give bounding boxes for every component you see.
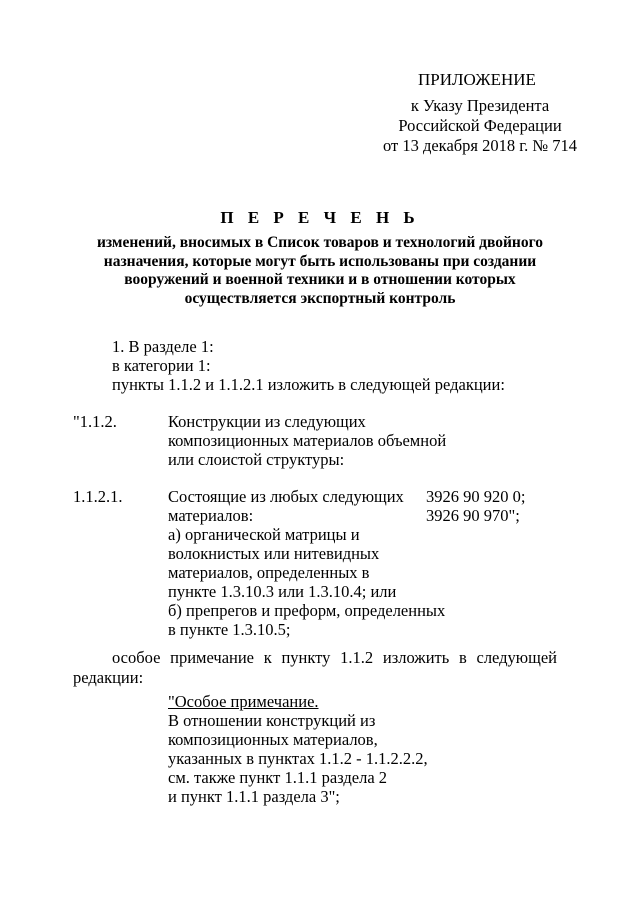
- annex-reference: [380, 96, 580, 156]
- subtitle-line: осуществляется экспортный контроль: [184, 289, 456, 307]
- annex-line: к Указу Президента: [410, 96, 550, 115]
- item-description-line: в пункте 1.3.10.5;: [168, 620, 291, 639]
- quote-line: указанных в пунктах 1.1.2 - 1.1.2.2.2,: [168, 749, 428, 768]
- annex-title: ПРИЛОЖЕНИЕ: [418, 70, 536, 89]
- item-number: "1.1.2.: [73, 412, 117, 431]
- quote-line: и пункт 1.1.1 раздела 3";: [168, 787, 340, 806]
- quote-line: В отношении конструкций из: [168, 711, 376, 730]
- intro-line: 1. В разделе 1:: [112, 337, 214, 356]
- annex-line: от 13 декабря 2018 г. № 714: [382, 136, 578, 155]
- quoted-note: [168, 692, 428, 806]
- item-description: [168, 487, 445, 639]
- item-description-line: композиционных материалов объемной: [168, 431, 447, 450]
- intro-line: пункты 1.1.2 и 1.1.2.1 изложить в следующей редакции:: [112, 375, 505, 394]
- item-code: 3926 90 970";: [426, 506, 520, 525]
- item-code: 3926 90 920 0;: [426, 487, 526, 506]
- item-number: 1.1.2.1.: [73, 487, 123, 506]
- subtitle-line: вооружений и военной техники и в отношении которых: [124, 271, 516, 289]
- item-codes: [426, 487, 525, 525]
- quote-title: "Особое примечание.: [168, 692, 319, 711]
- document-title: П Е Р Е Ч Е Н Ь: [220, 208, 420, 227]
- item-description-line: Конструкции из следующих: [168, 412, 366, 431]
- item-description-line: материалов:: [168, 506, 254, 525]
- quote-line: композиционных материалов,: [168, 730, 378, 749]
- quote-line: см. также пункт 1.1.1 раздела 2: [168, 768, 388, 787]
- item-description: [168, 412, 446, 469]
- document-subtitle: [60, 234, 580, 308]
- subtitle-line: изменений, вносимых в Список товаров и технологий двойного: [96, 234, 544, 251]
- item-description-line: б) препрегов и преформ, определенных: [168, 601, 446, 620]
- item-description-line: Состоящие из любых следующих: [168, 487, 404, 506]
- item-description-line: или слоистой структуры:: [168, 450, 345, 469]
- item-description-line: материалов, определенных в: [168, 563, 370, 582]
- annex-line: Российской Федерации: [398, 116, 562, 135]
- subtitle-line: назначения, которые могут быть использованы при создании: [103, 252, 537, 270]
- intro-line: в категории 1:: [112, 356, 211, 375]
- item-description-line: волокнистых или нитевидных: [168, 544, 380, 563]
- intro-paragraph: [112, 337, 505, 394]
- item-description-line: пункте 1.3.10.3 или 1.3.10.4; или: [168, 582, 397, 601]
- item-description-line: а) органической матрицы и: [168, 525, 360, 544]
- note-paragraph: особое примечание к пункту 1.1.2 изложить в следующей редакции:: [73, 648, 557, 687]
